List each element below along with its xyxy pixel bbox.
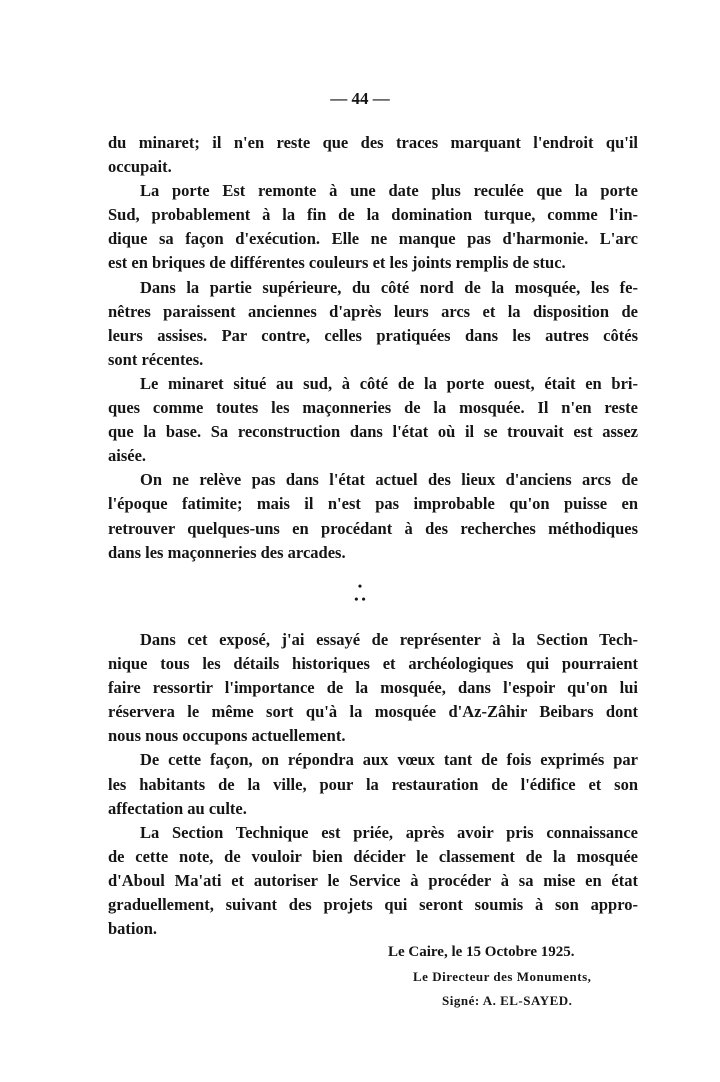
- paragraph: [108, 468, 638, 564]
- place-date: Le Caire, le 15 Octobre 1925.: [388, 944, 575, 960]
- text-line: On ne relève pas dans l'état actuel des lieux d'anciens arcs de: [140, 470, 638, 490]
- text-line: réservera le même sort qu'à la mosquée d'Az-Zâhir Beibars dont: [108, 702, 638, 722]
- paragraph: [108, 179, 638, 275]
- text-line: nêtres paraissent anciennes d'après leurs arcs et la disposition de: [108, 301, 638, 321]
- text-line: d'Aboul Ma'ati et autoriser le Service à procéder à sa mise en état: [108, 870, 638, 890]
- text-line: l'époque fatimite; mais il n'est pas improbable qu'on puisse en: [108, 494, 638, 514]
- page-number: — 44 —: [330, 89, 390, 108]
- text-line: affectation au culte.: [108, 798, 247, 818]
- paragraph: [108, 372, 638, 468]
- text-line: est en briques de différentes couleurs et les joints remplis de stuc.: [108, 253, 566, 273]
- text-line: retrouver quelques-uns en procédant à des recherches méthodiques: [108, 518, 638, 538]
- paragraph: [108, 821, 638, 941]
- paragraph: [108, 628, 638, 748]
- text-line: leurs assises. Par contre, celles pratiquées dans les autres côtés: [108, 325, 638, 345]
- text-line: bation.: [108, 919, 158, 939]
- text-line: dans les maçonneries des arcades.: [108, 542, 346, 562]
- signatory-title: Le Directeur des Monuments,: [413, 969, 592, 984]
- text-line: Dans cet exposé, j'ai essayé de représenter à la Section Tech-: [140, 630, 638, 649]
- text-line: de cette note, de vouloir bien décider le classement de la mosquée: [108, 846, 638, 866]
- text-line: occupait.: [108, 157, 172, 177]
- text-line: aisée.: [108, 446, 147, 466]
- text-line: faire ressortir l'importance de la mosquée, dans l'espoir qu'on lui: [108, 678, 638, 698]
- text-line: Sud, probablement à la fin de la domination turque, comme l'in-: [108, 205, 638, 225]
- body-section-2: [108, 628, 638, 941]
- text-line: De cette façon, on répondra aux vœux tant de fois exprimés par: [140, 750, 638, 770]
- text-line: nous nous occupons actuellement.: [108, 726, 346, 746]
- text-line: que la base. Sa reconstruction dans l'état où il se trouvait est assez: [108, 422, 638, 442]
- text-line: graduellement, suivant des projets qui seront soumis à son appro-: [108, 895, 638, 915]
- text-line: nique tous les détails historiques et archéologiques qui pourraient: [108, 654, 638, 674]
- text-line: les habitants de la ville, pour la restauration de l'édifice et son: [108, 774, 638, 794]
- signatory-name: Signé: A. EL-SAYED.: [442, 993, 573, 1008]
- text-line: ques comme toutes les maçonneries de la mosquée. Il n'en reste: [108, 398, 638, 418]
- paragraph: [108, 748, 638, 820]
- paragraph: [108, 276, 638, 372]
- section-ornament: [0, 580, 720, 606]
- text-line: sont récentes.: [108, 349, 204, 369]
- text-line: La Section Technique est priée, après avoir pris connaissance: [140, 822, 638, 842]
- ornament-top-dot: •: [357, 579, 363, 593]
- text-line: du minaret; il n'en reste que des traces marquant l'endroit qu'il: [108, 133, 638, 152]
- text-line: La porte Est remonte à une date plus reculée que la porte: [140, 181, 638, 201]
- ornament-bottom-dots: • •: [354, 592, 366, 606]
- text-line: dique sa façon d'exécution. Elle ne manque pas d'harmonie. L'arc: [108, 229, 638, 249]
- body-section-1: [108, 131, 638, 565]
- text-line: Dans la partie supérieure, du côté nord de la mosquée, les fe-: [140, 277, 638, 297]
- text-line: Le minaret situé au sud, à côté de la porte ouest, était en bri-: [140, 373, 638, 393]
- paragraph: [108, 131, 638, 179]
